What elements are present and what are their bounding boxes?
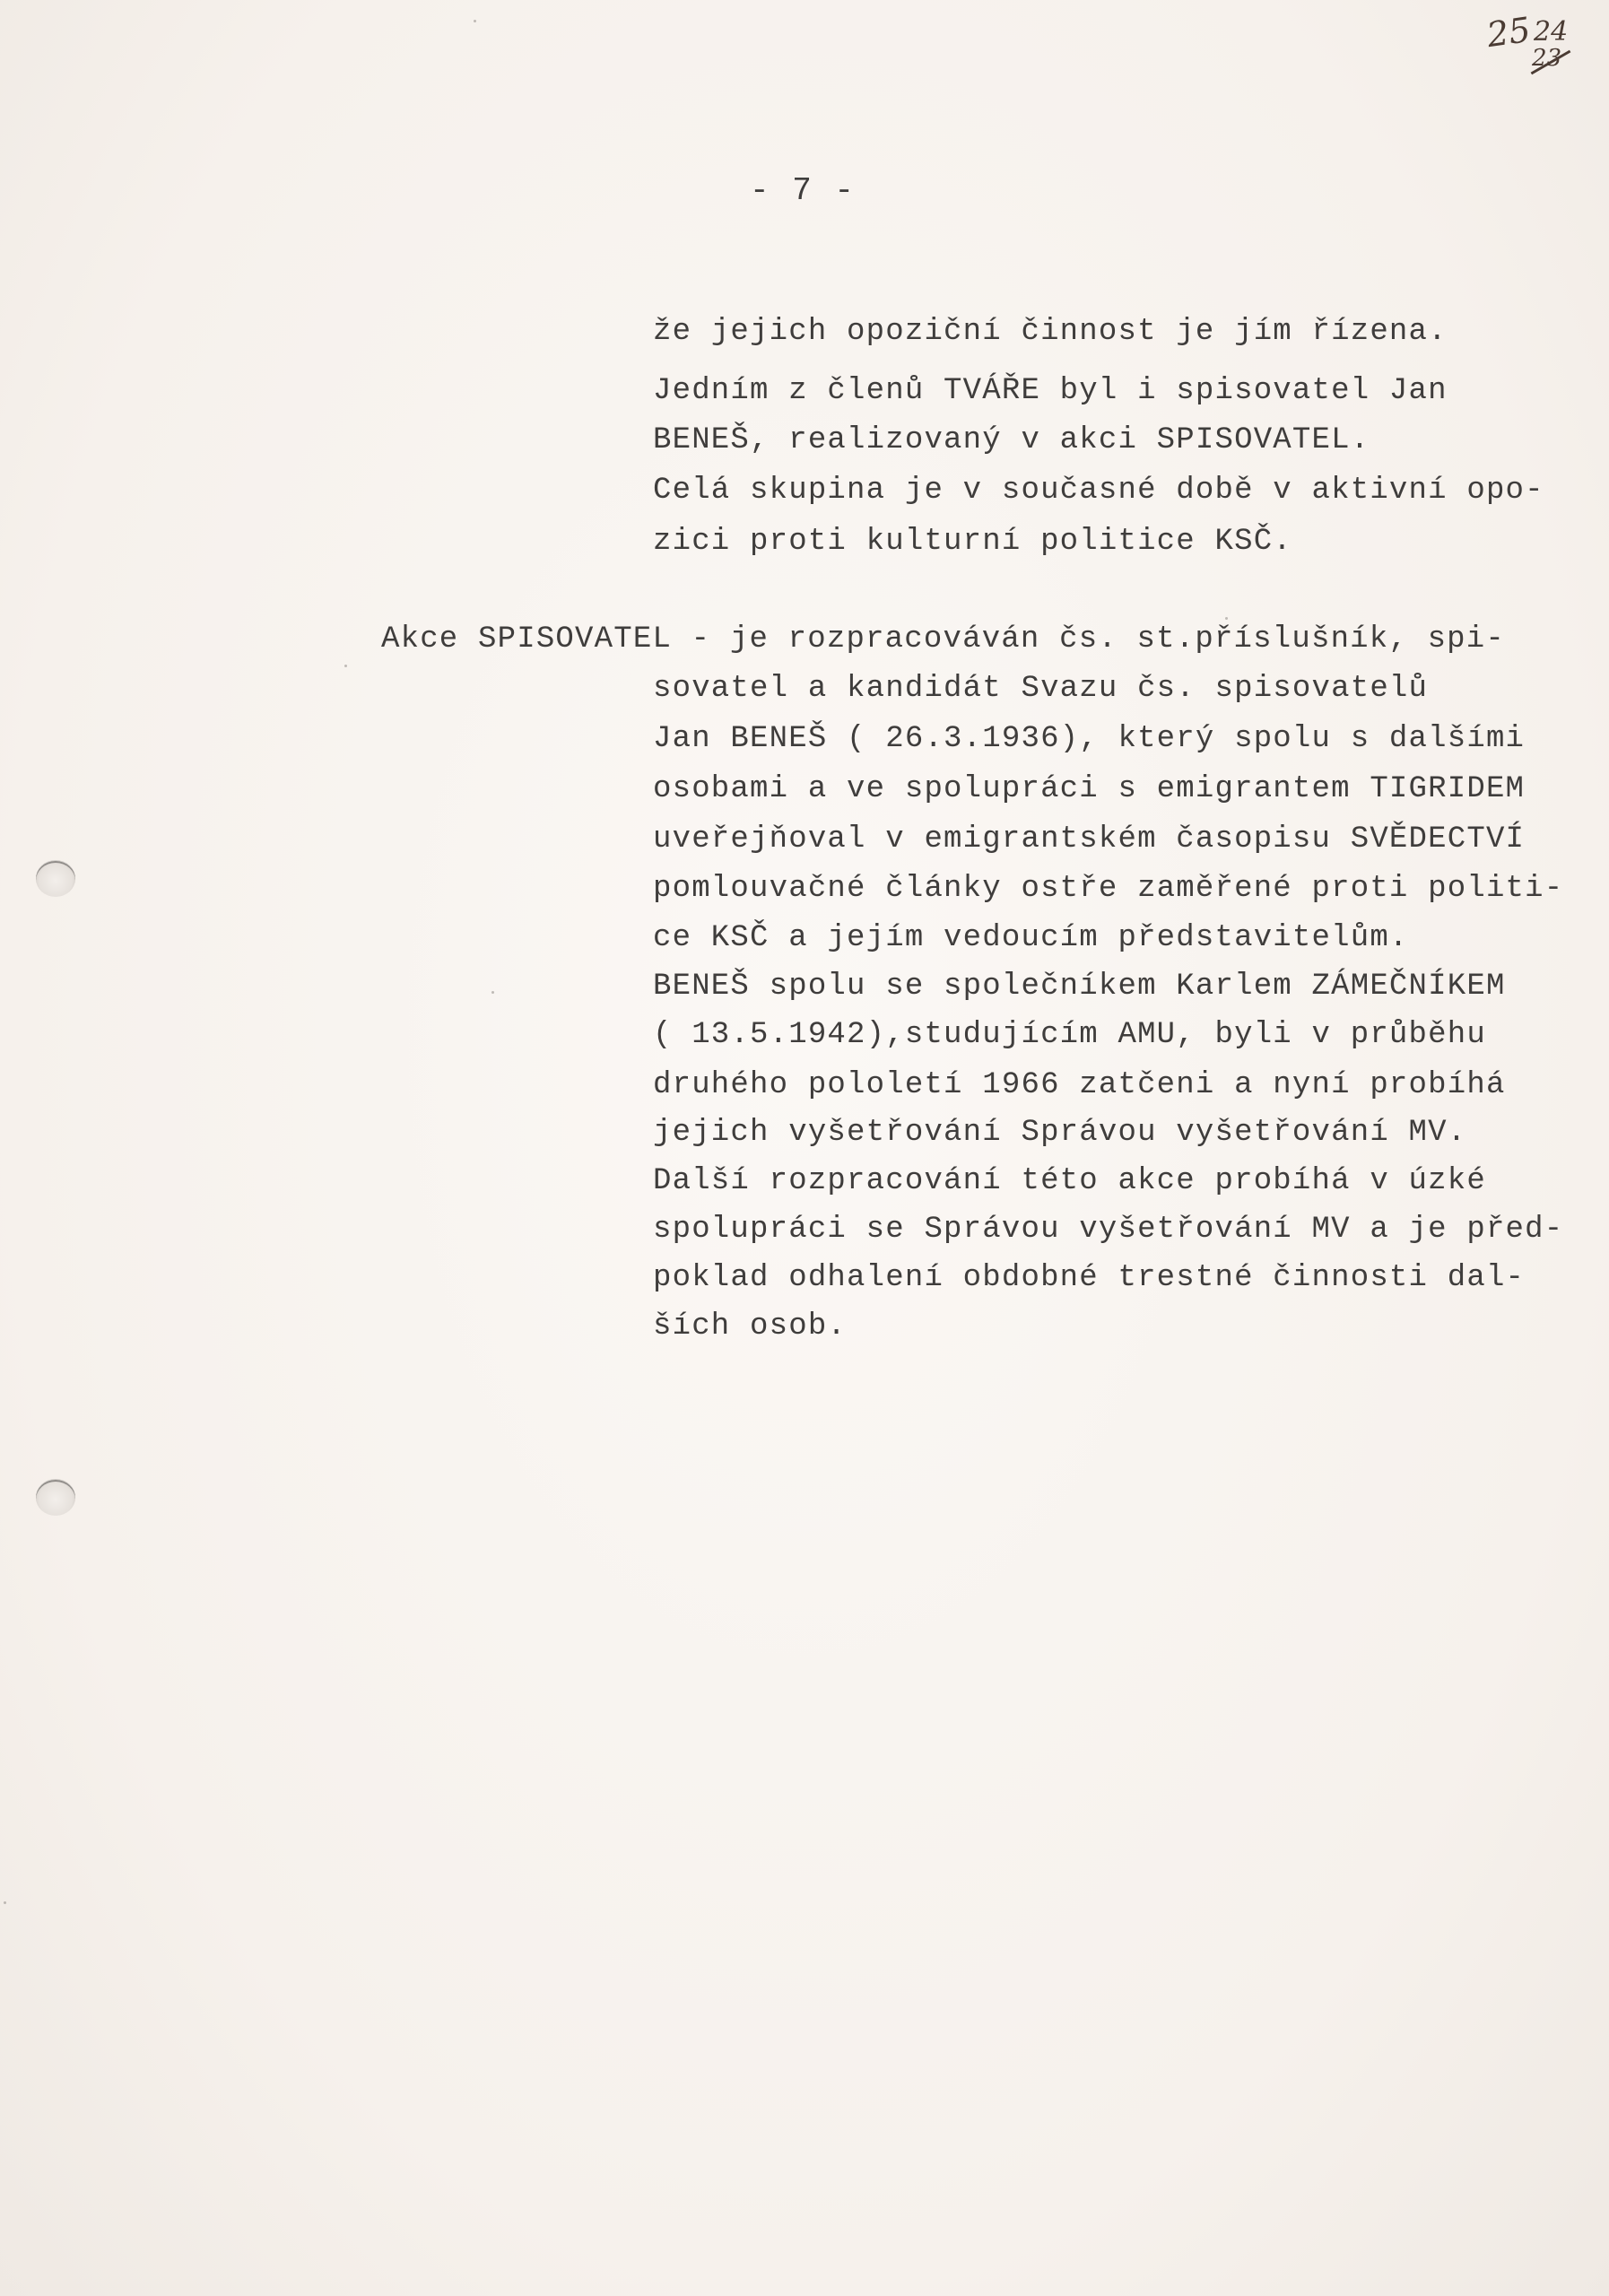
text-line: osobami a ve spolupráci s emigrantem TIGRIDEM — [653, 772, 1526, 806]
text-line: uveřejňoval v emigrantském časopisu SVĚDECTVÍ — [653, 822, 1526, 857]
text-line: sovatel a kandidát Svazu čs. spisovatelů — [653, 672, 1429, 706]
text-line: jejich vyšetřování Správou vyšetřování MV. — [653, 1116, 1467, 1150]
text-line: poklad odhalení obdobné trestné činnosti dal- — [653, 1261, 1526, 1295]
text-line: Jedním z členů TVÁŘE byl i spisovatel Jan — [653, 374, 1448, 408]
folio-previous-bottom: 23 — [1532, 45, 1562, 72]
page-number: - 7 - — [750, 172, 857, 209]
punch-hole — [36, 1480, 75, 1516]
punch-hole — [36, 861, 75, 897]
text-line: Jan BENEŠ ( 26.3.1936), který spolu s dalšími — [653, 722, 1526, 756]
text-line: pomlouvačné články ostře zaměřené proti politi- — [653, 872, 1564, 906]
handwritten-folio-number — [1482, 9, 1589, 99]
paper-speck — [4, 1901, 6, 1904]
text-line-section-start: Akce SPISOVATEL - je rozpracováván čs. st.příslušník, spi- — [381, 622, 1505, 657]
text-line: Další rozpracování této akce probíhá v úzké — [653, 1164, 1486, 1198]
text-line: BENEŠ spolu se společníkem Karlem ZÁMEČNÍKEM — [653, 970, 1506, 1004]
text-line: zici proti kulturní politice KSČ. — [653, 525, 1292, 559]
paper-speck — [344, 665, 347, 667]
paper-speck — [1225, 617, 1228, 620]
text-line: že jejich opoziční činnost je jím řízena. — [653, 315, 1448, 349]
paper-speck — [491, 991, 494, 994]
paper-speck — [474, 20, 476, 22]
text-line: ších osob. — [653, 1309, 848, 1344]
text-line: spolupráci se Správou vyšetřování MV a je před- — [653, 1213, 1564, 1247]
text-line: Celá skupina je v současné době v aktivní opo- — [653, 474, 1544, 508]
text-line: BENEŠ, realizovaný v akci SPISOVATEL. — [653, 423, 1370, 457]
text-line: druhého pololetí 1966 zatčeni a nyní probíhá — [653, 1068, 1506, 1102]
folio-current: 25 — [1484, 9, 1534, 56]
text-line: ce KSČ a jejím vedoucím představitelům. — [653, 921, 1409, 955]
text-line: ( 13.5.1942),studujícím AMU, byli v průběhu — [653, 1018, 1486, 1052]
folio-previous-top: 24 — [1534, 16, 1569, 48]
